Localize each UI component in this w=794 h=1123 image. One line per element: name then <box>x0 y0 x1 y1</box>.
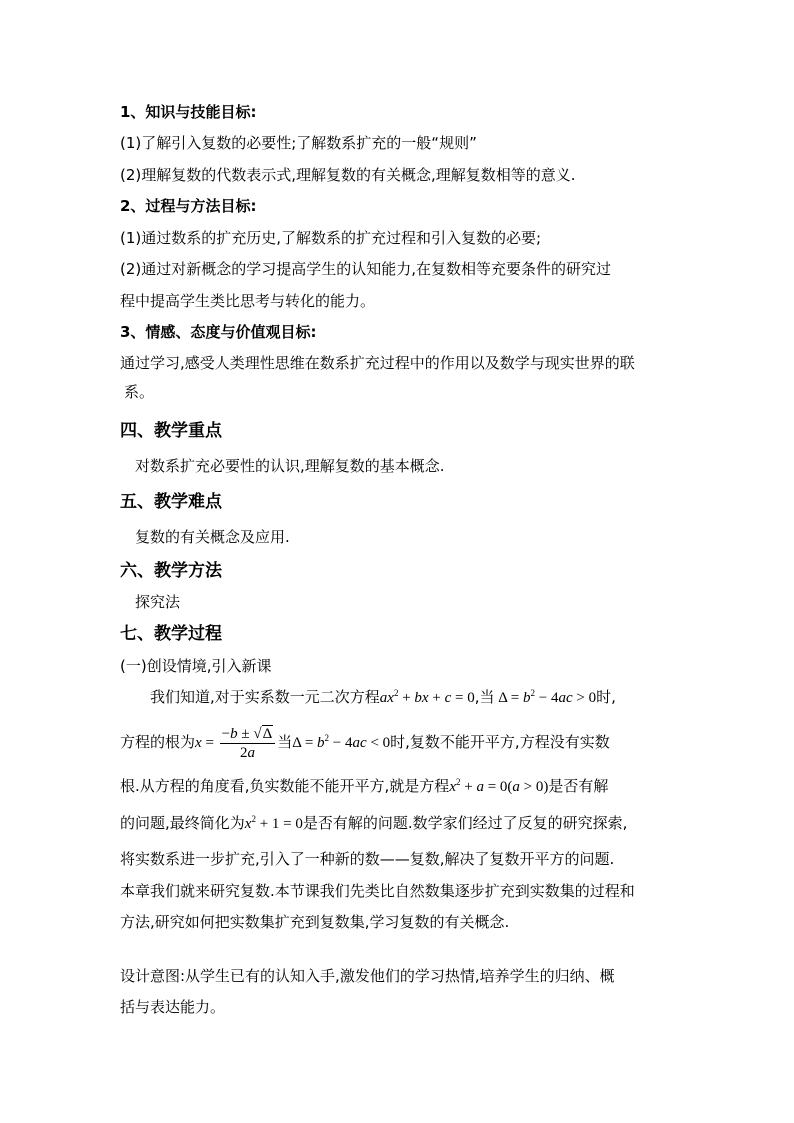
section3-line1: 通过学习,感受人类理性思维在数系扩充过程中的作用以及数学与现实世界的联 <box>120 354 635 372</box>
section1-item2: (2)理解复数的代数表示式,理解复数的有关概念,理解复数相等的意义. <box>120 166 576 184</box>
part6-heading: 六、教学方法 <box>120 561 222 581</box>
part7-paragraph-line1: 我们知道,对于实系数一元二次方程$ax^2$ + bx + c = 0,当 $\Delta = b^2 - 4ac > 0$时, <box>150 688 616 706</box>
part7-subheading: (一)创设情境,引入新课 <box>120 657 272 675</box>
part7-heading: 七、教学过程 <box>120 624 222 644</box>
section3-heading: 3、情感、态度与价值观目标: <box>120 323 317 341</box>
discriminant-positive-formula: $\Delta = b^2 - 4ac > 0$ <box>494 688 597 706</box>
part7-paragraph-line7: 方法,研究如何把实数集扩充到复数集,学习复数的有关概念. <box>120 913 510 931</box>
design-intent-line1: 设计意图:从学生已有的认知入手,激发他们的学习热情,培养学生的归纳、概 <box>120 967 615 985</box>
section3-line2: 系。 <box>124 383 155 401</box>
discriminant-negative-formula: $\Delta = b^2 - 4ac < 0$ <box>292 733 391 751</box>
section1-item1: (1)了解引入复数的必要性;了解数系扩充的一般“规则” <box>120 134 477 152</box>
section1-heading: 1、知识与技能目标: <box>120 103 257 121</box>
part6-text: 探究法 <box>135 593 181 611</box>
section2-item2-line1: (2)通过对新概念的学习提高学生的认知能力,在复数相等充要条件的研究过 <box>120 260 612 278</box>
section2-heading: 2、过程与方法目标: <box>120 197 257 215</box>
part7-paragraph-line3: 根.从方程的角度看,负实数能不能开平方,就是方程$x^2 + a = 0(a > 0)$是否有解 <box>120 777 609 795</box>
section2-item1: (1)通过数系的扩充历史,了解数系的扩充过程和引入复数的必要; <box>120 229 542 247</box>
equation-x2-plus-1-formula: $x^2 + 1 = 0$ <box>244 814 303 832</box>
part4-heading: 四、教学重点 <box>120 421 222 441</box>
quadratic-equation-formula: $ax^2$ + bx + c = 0 <box>379 688 475 706</box>
design-intent-line2: 括与表达能力。 <box>120 998 226 1016</box>
part5-heading: 五、教学难点 <box>120 492 222 512</box>
part4-text: 对数系扩充必要性的认识,理解复数的基本概念. <box>135 457 445 475</box>
section2-item2-line2: 程中提高学生类比思考与转化的能力。 <box>120 292 376 310</box>
part7-paragraph-line2: 方程的根为x = $\frac{-b \pm √\Delta}{2a}$ 当$\Delta = b^2 - 4ac < 0$时,复数不能开平方,方程没有实数 <box>120 726 610 762</box>
part7-paragraph-line6: 本章我们就来研究复数.本节课我们先类比自然数集逐步扩充到实数集的过程和 <box>120 882 635 900</box>
part7-paragraph-line4: 的问题,最终简化为$x^2 + 1 = 0$是否有解的问题.数学家们经过了反复的研究探索, <box>120 814 628 832</box>
part5-text: 复数的有关概念及应用. <box>135 528 290 546</box>
part7-paragraph-line5: 将实数系进一步扩充,引入了一种新的数——复数,解决了复数开平方的问题. <box>120 850 615 868</box>
equation-x2-plus-a-formula: $x^2 + a = 0(a > 0)$ <box>449 777 549 795</box>
root-formula: x = $\frac{-b \pm √\Delta}{2a}$ <box>195 735 277 751</box>
